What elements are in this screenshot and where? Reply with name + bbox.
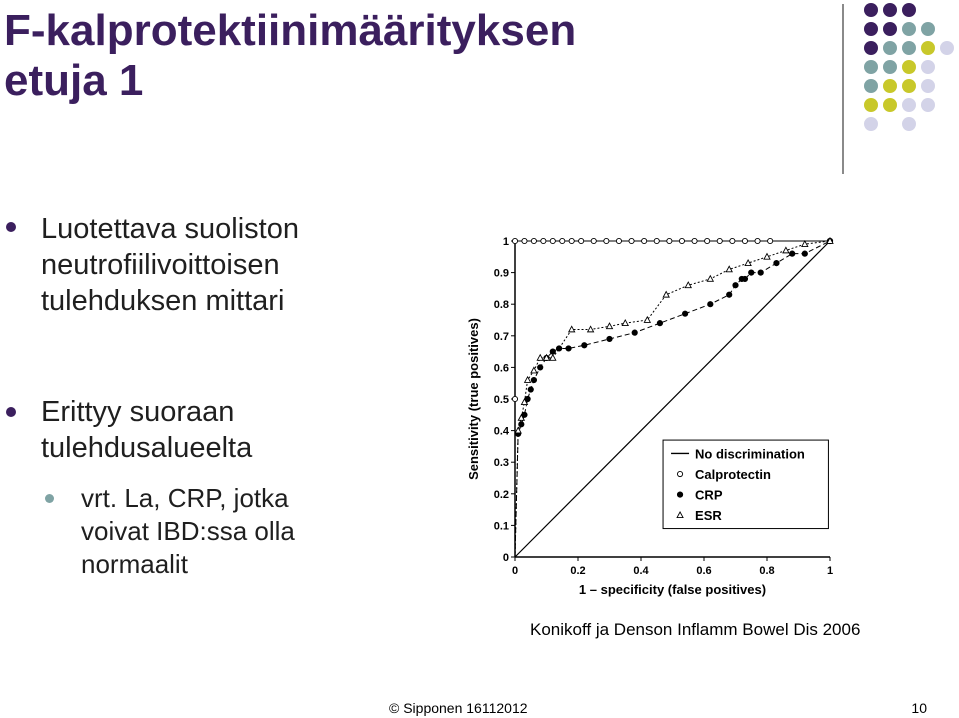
- decor-dot: [883, 41, 897, 55]
- data-point-crp: [528, 387, 534, 393]
- data-point-calprotectin: [730, 238, 735, 243]
- decor-dot: [864, 3, 878, 17]
- data-point-calprotectin: [629, 238, 634, 243]
- legend-label: CRP: [695, 487, 723, 503]
- decor-dot: [883, 98, 897, 112]
- bullet-2-line-2: tulehdusalueelta: [41, 432, 253, 464]
- decor-dot: [864, 22, 878, 36]
- y-tick-label: 0.4: [493, 425, 509, 438]
- data-point-crp: [682, 311, 688, 317]
- data-point-calprotectin: [667, 238, 672, 243]
- y-tick-label: 0.6: [493, 362, 509, 375]
- data-point-calprotectin: [569, 238, 574, 243]
- page-number: 10: [911, 700, 927, 716]
- bullet-marker-2: [6, 407, 16, 417]
- decorative-dot-grid: [864, 3, 958, 153]
- data-point-crp: [582, 342, 588, 348]
- data-point-calprotectin: [768, 238, 773, 243]
- data-point-calprotectin: [531, 238, 536, 243]
- data-point-crp: [748, 270, 754, 276]
- sub-bullet-line-1: vrt. La, CRP, jotka: [81, 483, 289, 513]
- data-point-esr: [531, 367, 537, 373]
- decor-dot: [864, 98, 878, 112]
- x-tick-label: 0.4: [633, 565, 649, 577]
- decor-dot: [864, 79, 878, 93]
- data-point-calprotectin: [604, 238, 609, 243]
- y-tick-label: 0.5: [493, 394, 509, 406]
- x-tick-label: 0: [511, 565, 519, 577]
- data-point-calprotectin: [541, 238, 546, 243]
- data-point-calprotectin: [742, 238, 747, 243]
- bullet-2-line-1: Erittyy suoraan: [41, 396, 235, 428]
- data-point-crp: [708, 301, 714, 307]
- data-point-calprotectin: [692, 238, 697, 243]
- y-axis-label: Sensitivity (true positives): [466, 318, 481, 480]
- y-tick-label: 0.3: [493, 457, 509, 470]
- legend-label: ESR: [695, 508, 722, 524]
- data-point-crp: [758, 270, 764, 276]
- sub-bullet-line-2: voivat IBD:ssa olla: [81, 516, 295, 546]
- x-tick-label: 0.6: [696, 565, 712, 577]
- data-point-calprotectin: [755, 238, 760, 243]
- data-point-crp: [657, 320, 663, 326]
- data-point-crp: [556, 346, 562, 352]
- citation: Konikoff ja Denson Inflamm Bowel Dis 2006: [530, 620, 861, 639]
- data-point-calprotectin: [512, 396, 517, 401]
- x-axis-label: 1 – specificity (false positives): [578, 582, 767, 597]
- data-point-calprotectin: [550, 238, 555, 243]
- y-tick-label: 0.8: [493, 299, 509, 312]
- decor-dot: [921, 41, 935, 55]
- data-point-esr: [588, 326, 594, 332]
- data-point-calprotectin: [591, 238, 596, 243]
- title-line-1: F-kalprotektiinimäärityksen: [4, 6, 577, 55]
- x-tick-label: 0.2: [570, 565, 586, 577]
- decor-dot: [902, 3, 916, 17]
- bullet-marker-1: [6, 222, 16, 232]
- data-point-crp: [607, 336, 613, 342]
- y-tick-label: 1: [502, 236, 509, 248]
- data-point-calprotectin: [679, 238, 684, 243]
- data-point-calprotectin: [654, 238, 659, 243]
- data-point-crp: [774, 260, 780, 266]
- decor-dot: [902, 22, 916, 36]
- data-point-crp: [566, 346, 572, 352]
- slide-title: [4, 6, 834, 106]
- decor-dot: [902, 60, 916, 74]
- x-tick-label: 1: [826, 565, 834, 577]
- data-point-calprotectin: [717, 238, 722, 243]
- data-point-esr: [622, 320, 628, 326]
- roc-chart: [421, 220, 931, 602]
- data-point-crp: [550, 349, 556, 355]
- sub-bullet-text: [81, 482, 411, 581]
- decor-dot: [864, 60, 878, 74]
- data-point-esr: [707, 276, 713, 282]
- bullet-1-line-1: Luotettava suoliston: [41, 213, 299, 245]
- data-point-calprotectin: [705, 238, 710, 243]
- decor-dot: [921, 22, 935, 36]
- data-point-crp: [789, 251, 795, 257]
- data-point-calprotectin: [512, 238, 517, 243]
- decor-dot: [921, 60, 935, 74]
- data-point-crp: [726, 292, 732, 298]
- decor-dot: [883, 3, 897, 17]
- y-tick-label: 0.1: [493, 520, 509, 533]
- decor-dot: [921, 79, 935, 93]
- decor-dot: [883, 79, 897, 93]
- sub-bullet-line-3: normaalit: [81, 549, 188, 579]
- data-point-crp: [632, 330, 638, 336]
- bullet-2-text: [41, 394, 411, 466]
- data-point-crp: [742, 276, 748, 282]
- legend-label: Calprotectin: [695, 467, 771, 483]
- x-tick-label: 0.8: [759, 565, 775, 577]
- y-tick-label: 0.2: [493, 488, 509, 501]
- bullet-1-line-2: neutrofiilivoittoisen: [41, 249, 280, 281]
- footer-copyright: © Sipponen 16112012: [389, 700, 528, 716]
- decor-dot: [921, 98, 935, 112]
- data-point-calprotectin: [522, 238, 527, 243]
- decor-dot: [864, 41, 878, 55]
- decor-dot: [902, 79, 916, 93]
- data-point-crp: [537, 365, 543, 371]
- y-tick-label: 0: [502, 552, 509, 564]
- decor-dot: [902, 98, 916, 112]
- data-point-calprotectin: [616, 238, 621, 243]
- y-tick-label: 0.7: [493, 330, 509, 343]
- data-point-esr: [607, 323, 613, 329]
- legend-marker: [677, 471, 682, 476]
- decor-dot: [883, 60, 897, 74]
- legend-label: No discrimination: [695, 446, 805, 462]
- sub-bullet-marker: [45, 494, 54, 503]
- decor-dot: [902, 41, 916, 55]
- data-point-calprotectin: [560, 238, 565, 243]
- legend-marker: [677, 492, 683, 498]
- decor-dot: [940, 41, 954, 55]
- bullet-1-line-3: tulehduksen mittari: [41, 285, 285, 317]
- vertical-divider: [842, 4, 844, 174]
- bullet-1-text: [41, 211, 411, 319]
- data-point-crp: [802, 251, 808, 257]
- decor-dot: [864, 117, 878, 131]
- decor-dot: [902, 117, 916, 131]
- data-point-calprotectin: [579, 238, 584, 243]
- title-line-2: etuja 1: [4, 56, 144, 105]
- data-point-calprotectin: [642, 238, 647, 243]
- decor-dot: [883, 22, 897, 36]
- y-tick-label: 0.9: [493, 267, 509, 280]
- data-point-crp: [531, 377, 537, 383]
- data-point-crp: [733, 282, 739, 288]
